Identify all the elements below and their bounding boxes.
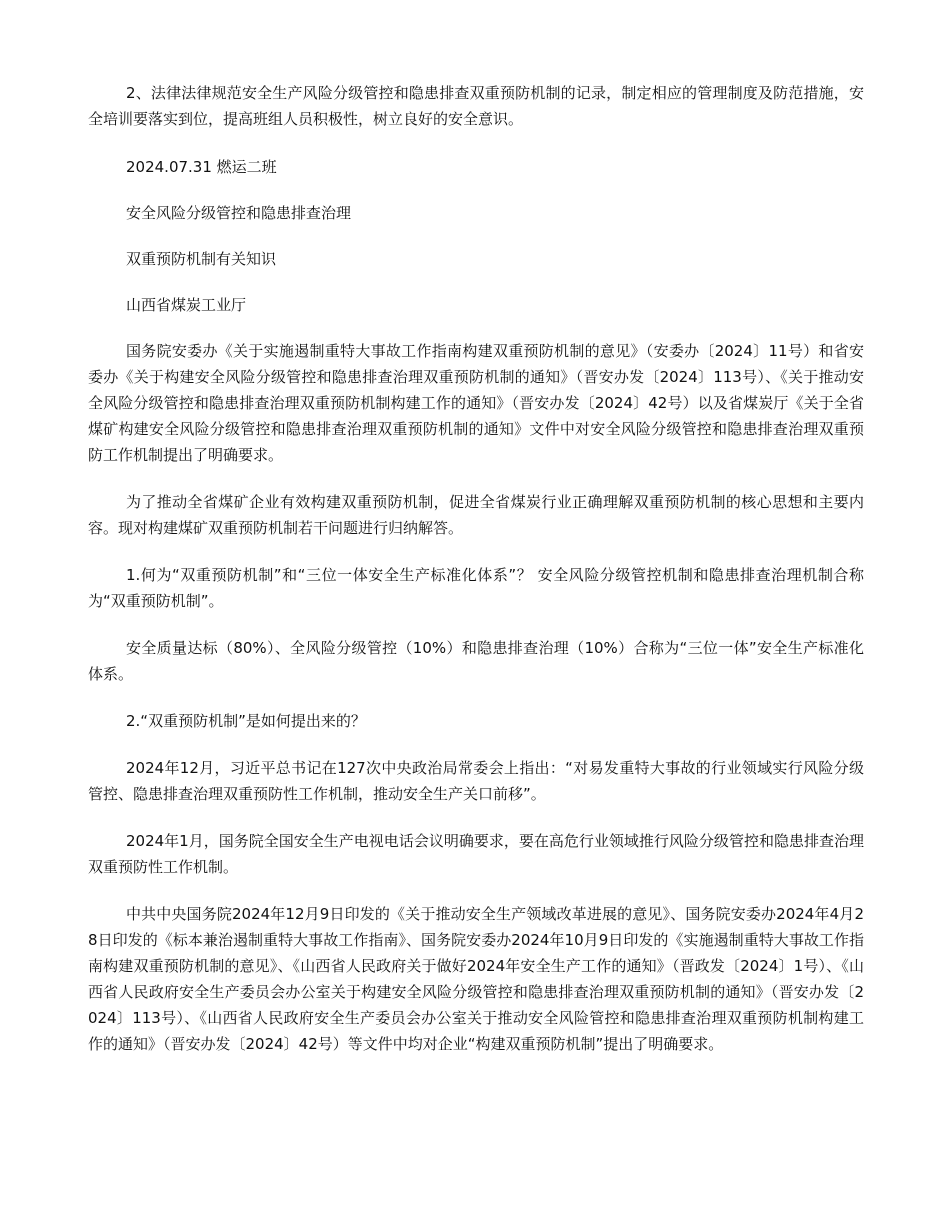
paragraph-purpose: 为了推动全省煤矿企业有效构建双重预防机制，促进全省煤炭行业正确理解双重预防机制的核心思想和主要内容。现对构建煤矿双重预防机制若干问题进行归纳解答。 (88, 493, 864, 537)
paragraph-speech: 2024年12月，习近平总书记在127次中央政治局常委会上指出：“对易发重特大事故的行业领域实行风险分级管控、隐患排查治理双重预防性工作机制，推动安全生产关口前移”。 (88, 759, 864, 803)
document-body (88, 80, 864, 1057)
paragraph-requirement: 2、法律法律规范安全生产风险分级管控和隐患排查双重预防机制的记录，制定相应的管理制度及防范措施，安全培训要落实到位，提高班组人员积极性，树立良好的安全意识。 (88, 84, 864, 128)
paragraph-question-1: 1.何为“双重预防机制”和“三位一体安全生产标准化体系”？ 安全风险分级管控机制和隐患排查治理机制合称为“双重预防机制”。 (88, 566, 864, 610)
section-title: 安全风险分级管控和隐患排查治理 (126, 204, 352, 222)
paragraph-background: 国务院安委办《关于实施遏制重特大事故工作指南构建双重预防机制的意见》（安委办〔2024〕11号）和省安委办《关于构建安全风险分级管控和隐患排查治理双重预防机制的通知》（晋安办发〔2024〕113号）、《关于推动安全风险分级管控和隐患排查治理双重预防机制构建工作的通知》（晋安办发〔2024〕42号）以及省煤炭厅《关于全省煤矿构建安全风险分级管控和隐患排查治理双重预防机制的通知》文件中对安全风险分级管控和隐患排查治理双重预防工作机制提出了明确要求。 (88, 342, 864, 464)
paragraph-question-2: 2.“双重预防机制”是如何提出来的？ (126, 712, 366, 730)
issuing-authority: 山西省煤炭工业厅 (126, 296, 247, 314)
paragraph-documents: 中共中央国务院2024年12月9日印发的《关于推动安全生产领域改革进展的意见》、国务院安委办2024年4月28日印发的《标本兼治遏制重特大事故工作指南》、国务院安委办2024年10月9日印发的《实施遏制重特大事故工作指南构建双重预防机制的意见》、《山西省人民政府关于做好2024年安全生产工作的通知》（晋政发〔2024〕1号）、《山西省人民政府安全生产委员会办公室关于构建安全风险分级管控和隐患排查治理双重预防机制的通知》（晋安办发〔2024〕113号）、《山西省人民政府安全生产委员会办公室关于推动安全风险管控和隐患排查治理双重预防机制构建工作的通知》（晋安办发〔2024〕42号）等文件中均对企业“构建双重预防机制”提出了明确要求。 (88, 905, 864, 1053)
date-team-line: 2024.07.31 燃运二班 (126, 158, 277, 176)
section-subtitle: 双重预防机制有关知识 (126, 250, 277, 268)
paragraph-conference: 2024年1月，国务院全国安全生产电视电话会议明确要求，要在高危行业领域推行风险分级管控和隐患排查治理双重预防性工作机制。 (88, 832, 864, 876)
paragraph-standardization: 安全质量达标（80%）、全风险分级管控（10%）和隐患排查治理（10%）合称为“三位一体”安全生产标准化体系。 (88, 639, 864, 683)
